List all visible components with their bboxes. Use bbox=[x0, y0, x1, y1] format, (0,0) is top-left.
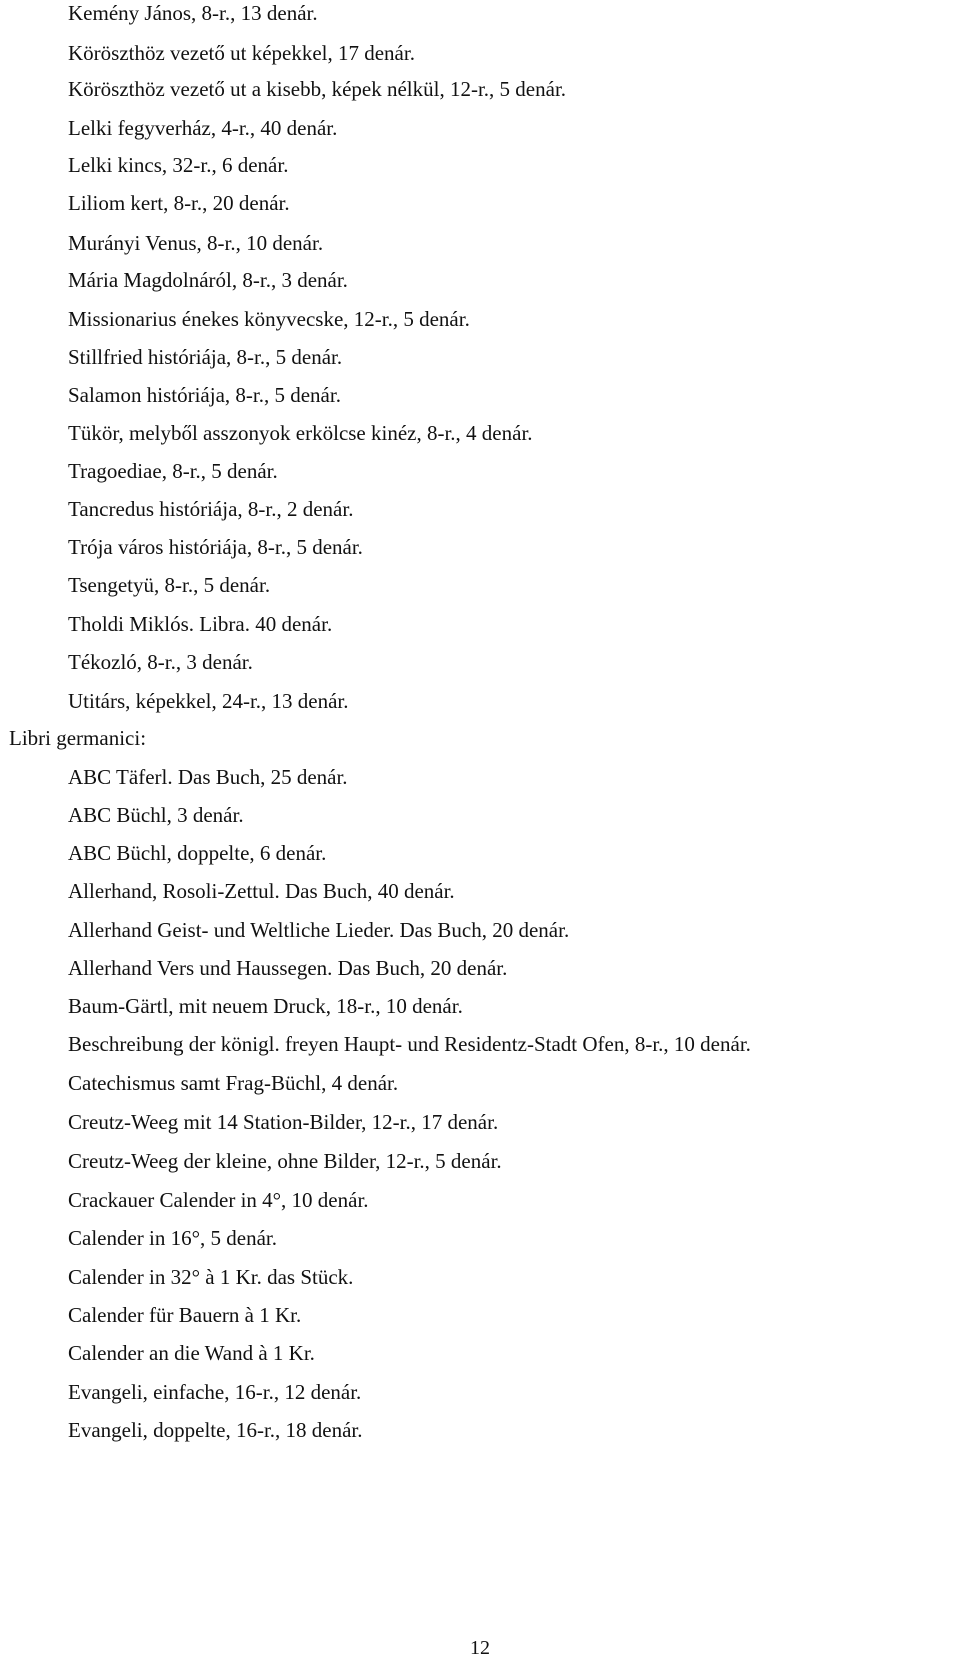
list-item: Kemény János, 8-r., 13 denár. bbox=[68, 1, 318, 25]
list-item: Utitárs, képekkel, 24-r., 13 denár. bbox=[68, 689, 349, 713]
list-item: Allerhand Vers und Haussegen. Das Buch, 20 denár. bbox=[68, 956, 508, 980]
section-heading: Libri germanici: bbox=[9, 726, 147, 750]
list-item: Creutz-Weeg mit 14 Station-Bilder, 12-r., 17 denár. bbox=[68, 1110, 499, 1134]
list-item: Köröszthöz vezető ut a kisebb, képek nélkül, 12-r., 5 denár. bbox=[68, 77, 567, 101]
list-item: ABC Büchl, 3 denár. bbox=[68, 803, 244, 827]
list-item: Lelki fegyverház, 4-r., 40 denár. bbox=[68, 116, 338, 140]
list-item: Missionarius énekes könyvecske, 12-r., 5 denár. bbox=[68, 307, 470, 331]
list-item: Allerhand Geist- und Weltliche Lieder. Das Buch, 20 denár. bbox=[68, 918, 570, 942]
list-item: Murányi Venus, 8-r., 10 denár. bbox=[68, 231, 324, 255]
list-item: Tékozló, 8-r., 3 denár. bbox=[68, 650, 253, 674]
list-item: Allerhand, Rosoli-Zettul. Das Buch, 40 denár. bbox=[68, 879, 455, 903]
list-item: Liliom kert, 8-r., 20 denár. bbox=[68, 191, 290, 215]
list-item: Salamon históriája, 8-r., 5 denár. bbox=[68, 383, 341, 407]
list-item: Creutz-Weeg der kleine, ohne Bilder, 12-r., 5 denár. bbox=[68, 1149, 502, 1173]
list-item: Tancredus históriája, 8-r., 2 denár. bbox=[68, 497, 354, 521]
list-item: Calender für Bauern à 1 Kr. bbox=[68, 1303, 302, 1327]
list-item: Evangeli, einfache, 16-r., 12 denár. bbox=[68, 1380, 362, 1404]
list-item: Baum-Gärtl, mit neuem Druck, 18-r., 10 denár. bbox=[68, 994, 463, 1018]
list-item: Calender in 32° à 1 Kr. das Stück. bbox=[68, 1265, 354, 1289]
list-item: ABC Büchl, doppelte, 6 denár. bbox=[68, 841, 327, 865]
list-item: Stillfried históriája, 8-r., 5 denár. bbox=[68, 345, 343, 369]
list-item: Lelki kincs, 32-r., 6 denár. bbox=[68, 153, 289, 177]
list-item: Calender an die Wand à 1 Kr. bbox=[68, 1341, 315, 1365]
list-item: Köröszthöz vezető ut képekkel, 17 denár. bbox=[68, 41, 415, 65]
list-item: Crackauer Calender in 4°, 10 denár. bbox=[68, 1188, 369, 1212]
list-item: Evangeli, doppelte, 16-r., 18 denár. bbox=[68, 1418, 363, 1442]
list-item: Tragoediae, 8-r., 5 denár. bbox=[68, 459, 278, 483]
list-item: Beschreibung der königl. freyen Haupt- und Residentz-Stadt Ofen, 8-r., 10 denár. bbox=[68, 1032, 751, 1056]
list-item: Tsengetyü, 8-r., 5 denár. bbox=[68, 573, 271, 597]
list-item: Catechismus samt Frag-Büchl, 4 denár. bbox=[68, 1071, 399, 1095]
list-item: Mária Magdolnáról, 8-r., 3 denár. bbox=[68, 268, 348, 292]
list-item: Tholdi Miklós. Libra. 40 denár. bbox=[68, 612, 333, 636]
list-item: Trója város históriája, 8-r., 5 denár. bbox=[68, 535, 363, 559]
page-number: 12 bbox=[470, 1637, 490, 1659]
list-item: ABC Täferl. Das Buch, 25 denár. bbox=[68, 765, 348, 789]
list-item: Tükör, melyből asszonyok erkölcse kinéz, 8-r., 4 denár. bbox=[68, 421, 533, 445]
list-item: Calender in 16°, 5 denár. bbox=[68, 1226, 278, 1250]
